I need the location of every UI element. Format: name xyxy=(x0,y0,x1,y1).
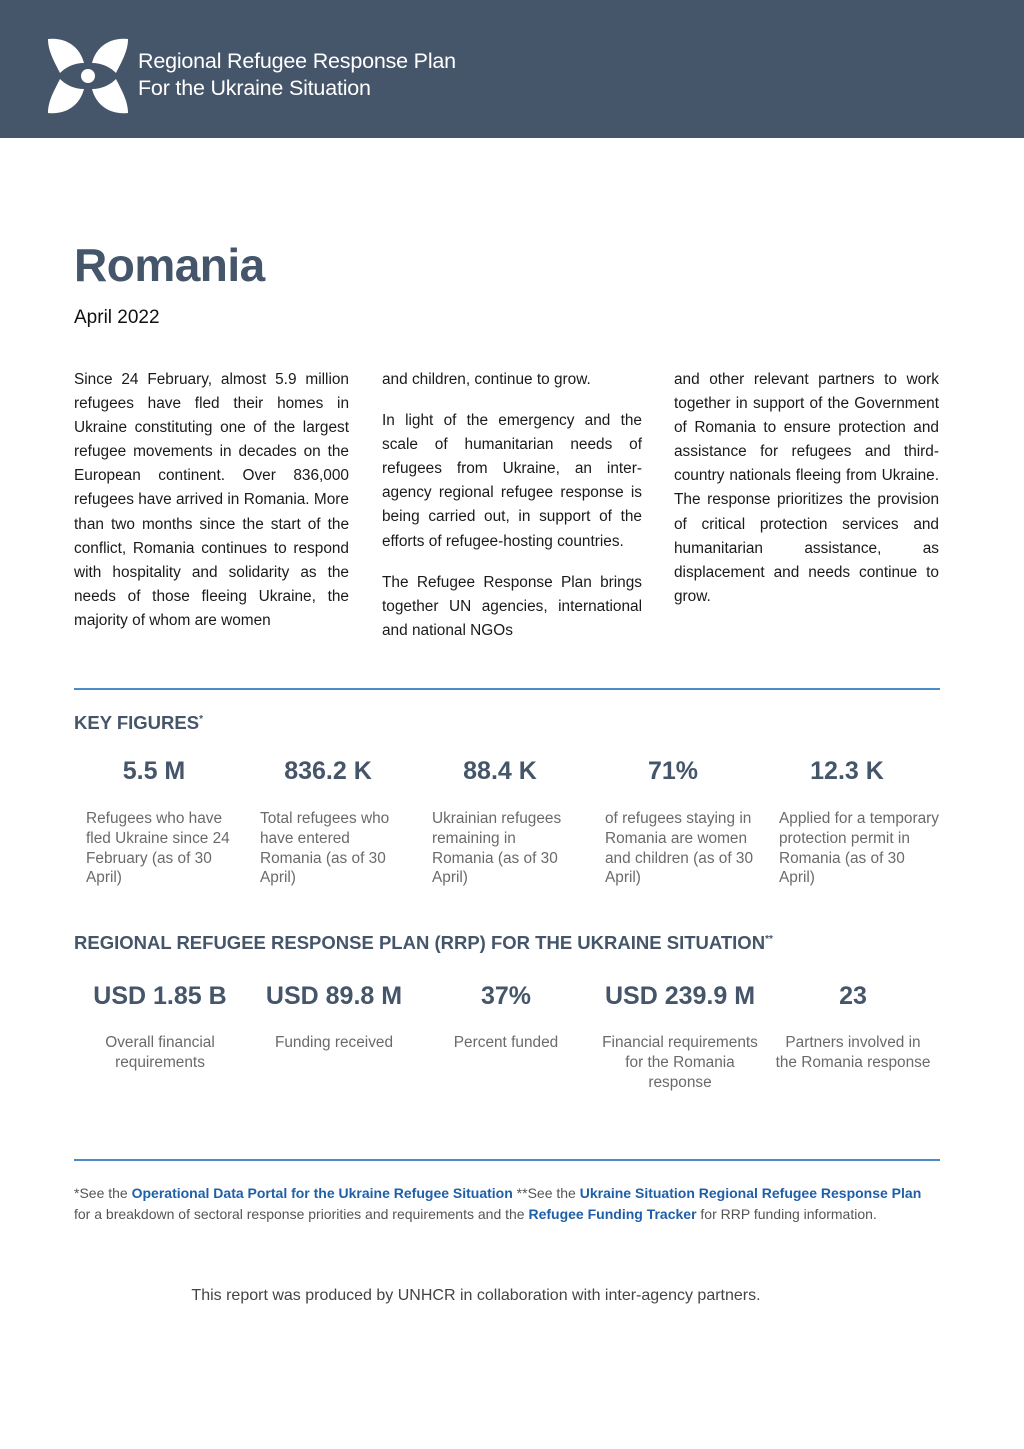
rrp-figure-value: 23 xyxy=(839,982,867,1010)
intro-paragraph-3-cont: and other relevant partners to work together in support of the Government of Romania to ensure protection and assistance for refugees and third-country nationals fleeing from Ukraine. The response prioritizes the provision of critical protection services and humanitarian assistance, as displacement and needs continue to grow. xyxy=(674,371,939,605)
rrp-figure-label: Overall financial requirements xyxy=(105,1034,215,1071)
rrp-figure-value: 37% xyxy=(480,982,532,1010)
key-figure-label: Applied for a temporary protection permit in Romania (as of 30 April) xyxy=(779,810,939,887)
intro-column-3 xyxy=(674,368,939,626)
page-title: Romania xyxy=(74,239,265,291)
intro-paragraph-3: The Refugee Response Plan brings together UN agencies, international and national NGOs xyxy=(382,573,642,639)
key-figures-heading-text: KEY FIGURES xyxy=(74,712,200,733)
key-figure-value: 836.2 K xyxy=(284,757,372,785)
footnote-text: for a breakdown of sectoral response priorities and requirements and the xyxy=(74,1205,529,1222)
key-figure-value: 71% xyxy=(647,757,699,785)
regional-refugee-response-plan-link[interactable]: Ukraine Situation Regional Refugee Response Plan xyxy=(579,1185,922,1201)
key-figure-label: of refugees staying in Romania are women and children (as of 30 April) xyxy=(605,810,754,887)
key-figure-label: Total refugees who have entered Romania (as of 30 April) xyxy=(260,810,390,887)
rrp-figure xyxy=(426,982,586,1053)
refugee-funding-tracker-link[interactable]: Refugee Funding Tracker xyxy=(528,1205,697,1222)
key-figure xyxy=(767,757,942,888)
key-figure-label: Ukrainian refugees remaining in Romania (as of 30 April) xyxy=(432,810,562,887)
rrp-figure-label: Percent funded xyxy=(453,1034,559,1051)
intro-paragraph-1-cont: and children, continue to grow. xyxy=(382,371,591,388)
rrp-figure xyxy=(80,982,240,1073)
operational-data-portal-link[interactable]: Operational Data Portal for the Ukraine Refugee Situation xyxy=(131,1185,513,1201)
report-date: April 2022 xyxy=(74,307,160,328)
key-figure xyxy=(74,757,234,888)
intro-paragraph-2: In light of the emergency and the scale of humanitarian needs of refugees from Ukraine, an inter-agency regional refugee response is being carried out, in support of the efforts of refugee-hosting countries. xyxy=(382,412,642,550)
key-figure xyxy=(248,757,408,888)
intro-column-2 xyxy=(382,368,642,660)
rrp-heading-text: REGIONAL REFUGEE RESPONSE PLAN (RRP) FOR THE UKRAINE SITUATION xyxy=(74,932,766,953)
divider xyxy=(74,1159,940,1161)
header-title-line2: For the Ukraine Situation xyxy=(138,76,371,100)
rrp-logo-icon xyxy=(44,33,132,119)
header-title xyxy=(138,48,456,102)
key-figures-footnote-marker: * xyxy=(199,713,203,725)
report-credit: This report was produced by UNHCR in collaboration with inter-agency partners. xyxy=(191,1287,761,1304)
footnote-text: for RRP funding information. xyxy=(696,1205,877,1222)
intro-paragraph-1: Since 24 February, almost 5.9 million refugees have fled their homes in Ukraine constituting one of the largest refugee movements in decades on the European continent. Over 836,000 refugees have arrived in Romania. More than two months since the start of the conflict, Romania continues to respond with hospitality and solidarity as the needs of those fleeing Ukraine, the majority of whom are women xyxy=(74,371,349,629)
rrp-figure-value: USD 89.8 M xyxy=(265,982,403,1010)
header-title-line1: Regional Refugee Response Plan xyxy=(138,49,456,73)
key-figure xyxy=(420,757,580,888)
rrp-heading xyxy=(74,932,773,954)
rrp-figure xyxy=(773,982,933,1073)
intro-column-1 xyxy=(74,368,349,650)
footnote-text: *See the xyxy=(74,1185,132,1201)
rrp-figure-value: USD 239.9 M xyxy=(604,982,756,1010)
key-figures-heading xyxy=(74,712,203,734)
key-figure-value: 12.3 K xyxy=(810,757,884,785)
rrp-figure-label: Partners involved in the Romania response xyxy=(775,1034,931,1071)
rrp-figure-label: Funding received xyxy=(274,1034,394,1051)
rrp-footnote-marker: ** xyxy=(765,933,773,945)
footnote-text: **See the xyxy=(512,1185,580,1201)
divider xyxy=(74,688,940,690)
rrp-figure-label: Financial requirements for the Romania response xyxy=(602,1034,758,1091)
key-figure xyxy=(593,757,753,888)
key-figure-value: 5.5 M xyxy=(122,757,186,785)
rrp-figure xyxy=(600,982,760,1092)
key-figure-label: Refugees who have fled Ukraine since 24 February (as of 30 April) xyxy=(86,810,230,887)
rrp-figure xyxy=(254,982,414,1053)
key-figure-value: 88.4 K xyxy=(463,757,537,785)
rrp-figure-value: USD 1.85 B xyxy=(93,982,227,1010)
footnote xyxy=(74,1183,940,1224)
header-banner xyxy=(0,0,1024,138)
